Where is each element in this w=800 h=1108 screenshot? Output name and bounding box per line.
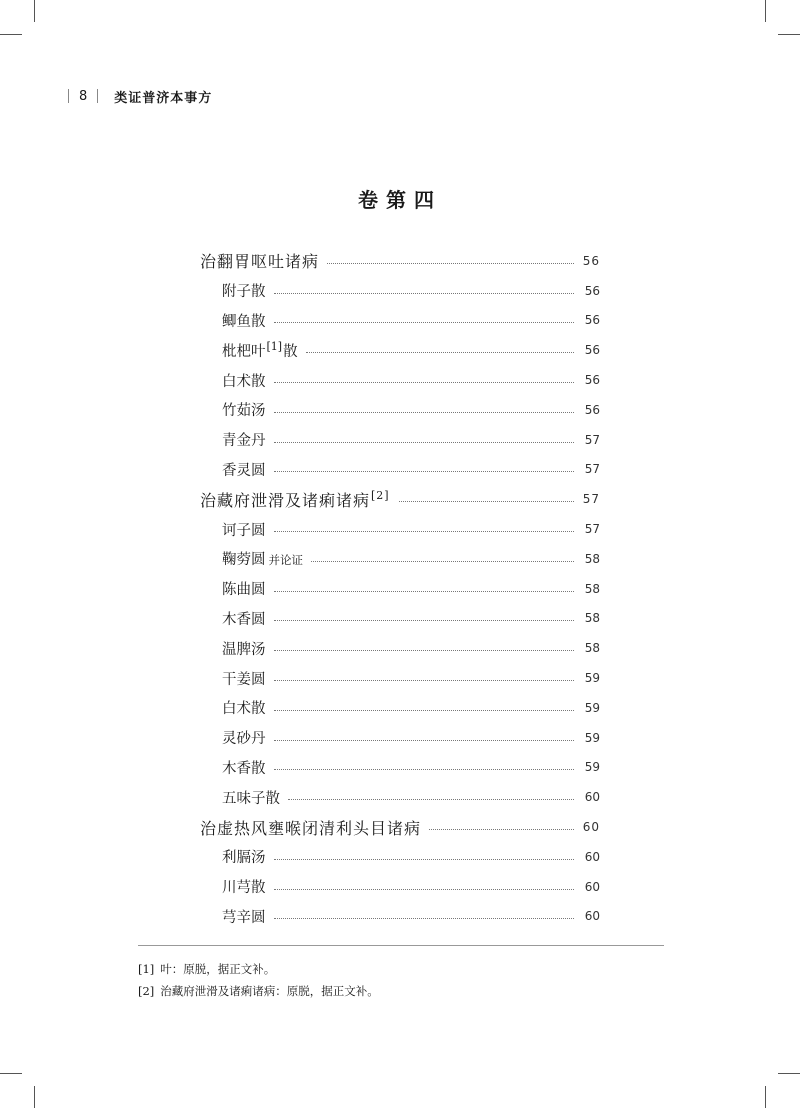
footnote: [138, 958, 379, 980]
toc-section-row[interactable]: [200, 812, 600, 842]
toc-entry-row[interactable]: [200, 425, 600, 455]
leader-dots: [274, 679, 575, 681]
leader-dots: [274, 381, 575, 383]
toc-entry-annotation: 并论证: [268, 553, 303, 568]
toc-entry-row[interactable]: [200, 365, 600, 395]
toc-entry-row[interactable]: [200, 306, 600, 336]
toc-entry-row[interactable]: [200, 633, 600, 663]
toc-page-number: 58: [584, 611, 600, 626]
leader-dots: [274, 917, 575, 919]
leader-dots: [274, 709, 575, 711]
toc-entry-title: 治藏府泄滑及诸痢诸病[2]: [200, 489, 390, 510]
footnote-marker: [2]: [138, 984, 155, 998]
footnotes: [138, 958, 379, 1002]
footnote-marker[interactable]: [2]: [371, 489, 390, 503]
leader-dots: [311, 560, 574, 562]
crop-mark: [0, 34, 22, 35]
toc-page-number: 59: [584, 700, 600, 715]
running-header: [68, 86, 212, 106]
toc-entry-title: 枇杷叶[1]散: [222, 339, 298, 360]
toc-page-number: 60: [584, 849, 600, 864]
crop-mark: [34, 0, 35, 22]
toc-entry-title: 治翻胃呕吐诸病: [200, 252, 320, 272]
toc-entry-row[interactable]: [200, 514, 600, 544]
toc-page-number: 56: [584, 373, 600, 388]
toc-entry-row[interactable]: [200, 693, 600, 723]
leader-dots: [274, 292, 575, 294]
leader-dots: [274, 441, 575, 443]
toc-page-number: 60: [584, 879, 600, 894]
footnote-text: 治藏府泄滑及诸痢诸病：原脱，据正文补。: [160, 984, 379, 998]
toc-entry-title: 鲫鱼散: [222, 313, 266, 330]
leader-dots: [274, 590, 575, 592]
toc-page-number: 56: [584, 343, 600, 358]
footnote-text: 叶：原脱，据正文补。: [160, 962, 276, 976]
toc-entry-row[interactable]: [200, 663, 600, 693]
toc-entry-title: 附子散: [222, 284, 266, 301]
leader-dots: [274, 888, 575, 890]
toc-entry-row[interactable]: [200, 335, 600, 365]
toc-page-number: 57: [584, 462, 600, 477]
leader-dots: [274, 411, 575, 413]
toc-entry-title: 芎辛圆: [222, 909, 266, 926]
leader-dots: [274, 649, 575, 651]
toc-page-number: 56: [584, 313, 600, 328]
footnote-rule: [138, 945, 664, 946]
toc-entry-title: 五味子散: [222, 790, 280, 807]
header-divider: [68, 89, 69, 103]
toc-entry-row[interactable]: [200, 723, 600, 753]
toc-entry-title: 川芎散: [222, 880, 266, 897]
toc-entry-title: 竹茹汤: [222, 403, 266, 420]
toc-entry-title: 木香圆: [222, 611, 266, 628]
footnote: [138, 980, 379, 1002]
toc-page-number: 57: [584, 432, 600, 447]
toc-page-number: 56: [582, 253, 600, 268]
leader-dots: [288, 798, 574, 800]
toc-entry-title: 青金丹: [222, 433, 266, 450]
toc-entry-title: 治虚热风壅喉闭清利头目诸病: [200, 818, 422, 838]
toc-entry-title: 白术散: [222, 701, 266, 718]
toc-entry-title-suffix: 散: [283, 343, 298, 360]
volume-title: 卷第四: [358, 188, 442, 212]
toc-page-number: 58: [584, 581, 600, 596]
footnote-marker: [1]: [138, 962, 155, 976]
toc-entry-row[interactable]: [200, 604, 600, 634]
leader-dots: [274, 530, 575, 532]
toc-entry-row[interactable]: [200, 395, 600, 425]
crop-mark: [765, 1086, 766, 1108]
toc-entry-title: 诃子圆: [222, 522, 266, 539]
toc-page-number: 57: [584, 522, 600, 537]
toc-entry-title: 利膈汤: [222, 850, 266, 867]
toc-page-number: 58: [584, 551, 600, 566]
leader-dots: [327, 262, 574, 264]
toc-entry-row[interactable]: [200, 753, 600, 783]
toc-section-row[interactable]: [200, 246, 600, 276]
toc-entry-title: 香灵圆: [222, 462, 266, 479]
toc-page-number: 59: [584, 671, 600, 686]
toc-page-number: 60: [582, 820, 600, 835]
toc-page-number: 58: [584, 641, 600, 656]
leader-dots: [274, 470, 575, 472]
toc-entry-row[interactable]: [200, 455, 600, 485]
toc-entry-row[interactable]: [200, 782, 600, 812]
book-title: 类证普济本事方: [114, 90, 213, 106]
leader-dots: [306, 351, 574, 353]
crop-mark: [765, 0, 766, 22]
leader-dots: [429, 828, 574, 830]
leader-dots: [399, 500, 574, 502]
table-of-contents: [200, 246, 600, 931]
leader-dots: [274, 321, 575, 323]
toc-page-number: 59: [584, 760, 600, 775]
toc-page-number: 60: [584, 909, 600, 924]
toc-page-number: 56: [584, 283, 600, 298]
toc-entry-row[interactable]: [200, 544, 600, 574]
toc-entry-title: 木香散: [222, 760, 266, 777]
crop-mark: [34, 1086, 35, 1108]
toc-entry-row[interactable]: [200, 276, 600, 306]
toc-page-number: 57: [582, 492, 600, 507]
toc-entry-title: 陈曲圆: [222, 582, 266, 599]
crop-mark: [778, 1073, 800, 1074]
toc-entry-row[interactable]: [200, 872, 600, 902]
leader-dots: [274, 768, 575, 770]
footnote-marker[interactable]: [1]: [266, 339, 283, 353]
toc-entry-title: 白术散: [222, 373, 266, 390]
page-number: 8: [79, 88, 88, 104]
header-divider: [97, 89, 98, 103]
toc-section-row[interactable]: [200, 484, 600, 514]
toc-page-number: 60: [584, 790, 600, 805]
leader-dots: [274, 858, 575, 860]
toc-page-number: 56: [584, 402, 600, 417]
toc-entry-title: 温脾汤: [222, 641, 266, 658]
toc-page-number: 59: [584, 730, 600, 745]
toc-entry-row[interactable]: [200, 842, 600, 872]
toc-entry-title: 鞠䓖圆 并论证: [222, 552, 303, 569]
leader-dots: [274, 739, 575, 741]
toc-entry-title: 灵砂丹: [222, 731, 266, 748]
crop-mark: [0, 1073, 22, 1074]
toc-entry-row[interactable]: [200, 574, 600, 604]
toc-entry-title: 干姜圆: [222, 671, 266, 688]
crop-mark: [778, 34, 800, 35]
toc-entry-row[interactable]: [200, 902, 600, 932]
leader-dots: [274, 619, 575, 621]
